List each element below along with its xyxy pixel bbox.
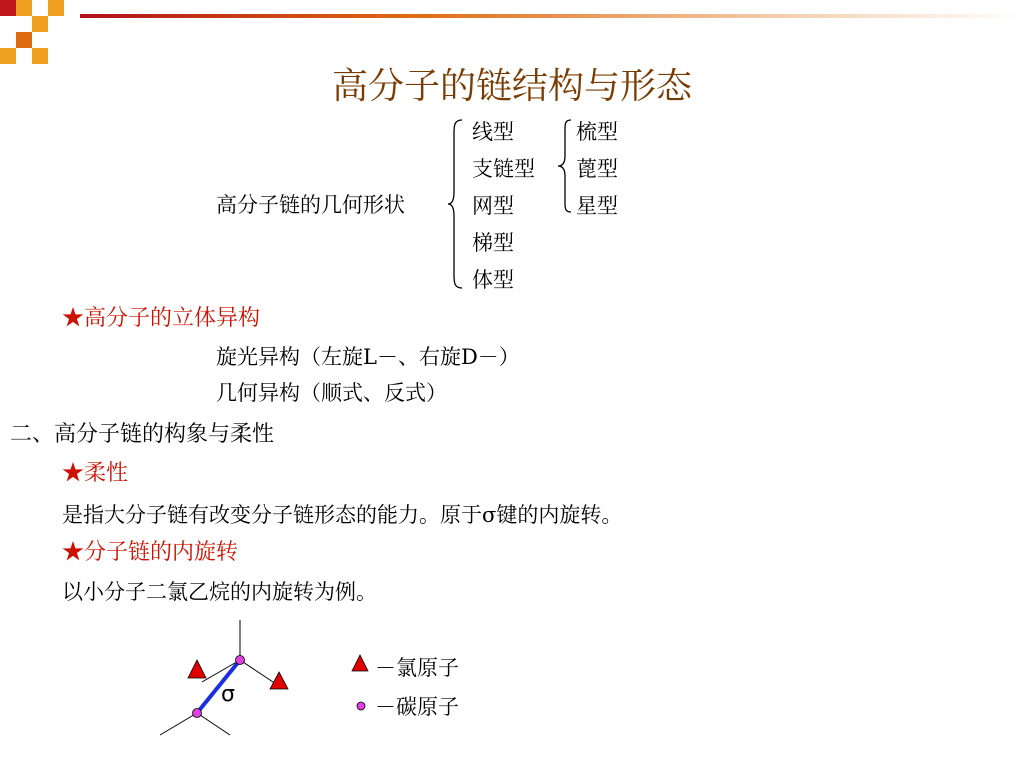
geometric-isomerism-item: 几何异构（顺式、反式） (216, 381, 447, 405)
legend-chlorine-label: －氯原子 (375, 656, 459, 680)
section2-heading: 二、高分子链的构象与柔性 (10, 422, 275, 447)
upper-right-bond (240, 660, 276, 684)
right-curly-brace (555, 118, 575, 216)
branch-subtype-brush: 蓖型 (576, 157, 618, 181)
branch-subtype-comb: 梳型 (576, 120, 618, 144)
upper-left-bond (202, 660, 240, 682)
optical-isomerism-item: 旋光异构（左旋L－、右旋D－） (216, 345, 520, 369)
carbon-atom-upper (236, 656, 245, 665)
stereo-heading: ★高分子的立体异构 (62, 306, 261, 331)
shape-type-branched: 支链型 (472, 157, 535, 181)
branch-subtype-star: 星型 (576, 194, 618, 218)
shape-label: 高分子链的几何形状 (216, 193, 405, 217)
sigma-bond-label: σ (221, 682, 235, 707)
chlorine-atom-left (188, 660, 206, 678)
page-title: 高分子的链结构与形态 (331, 66, 692, 107)
legend-carbon-label: －碳原子 (375, 695, 459, 719)
header-gradient-line (80, 14, 1024, 18)
left-curly-brace (446, 118, 466, 290)
shape-type-bulk: 体型 (472, 268, 514, 292)
flexibility-heading: ★柔性 (62, 461, 129, 486)
shape-type-ladder: 梯型 (472, 231, 514, 255)
rotation-heading: ★分子链的内旋转 (62, 540, 239, 565)
rotation-text: 以小分子二氯乙烷的内旋转为例。 (62, 580, 377, 604)
chlorine-atom-right (270, 672, 288, 689)
lower-left-bond (160, 713, 197, 735)
flexibility-text: 是指大分子链有改变分子链形态的能力。原于σ键的内旋转。 (62, 503, 623, 527)
carbon-atom-lower (193, 709, 202, 718)
legend-carbon-icon (357, 702, 365, 710)
shape-type-linear: 线型 (472, 120, 514, 144)
dichloroethane-diagram (150, 615, 500, 745)
shape-type-network: 网型 (472, 194, 514, 218)
lower-right-bond (197, 713, 230, 735)
legend-chlorine-icon (352, 655, 368, 671)
